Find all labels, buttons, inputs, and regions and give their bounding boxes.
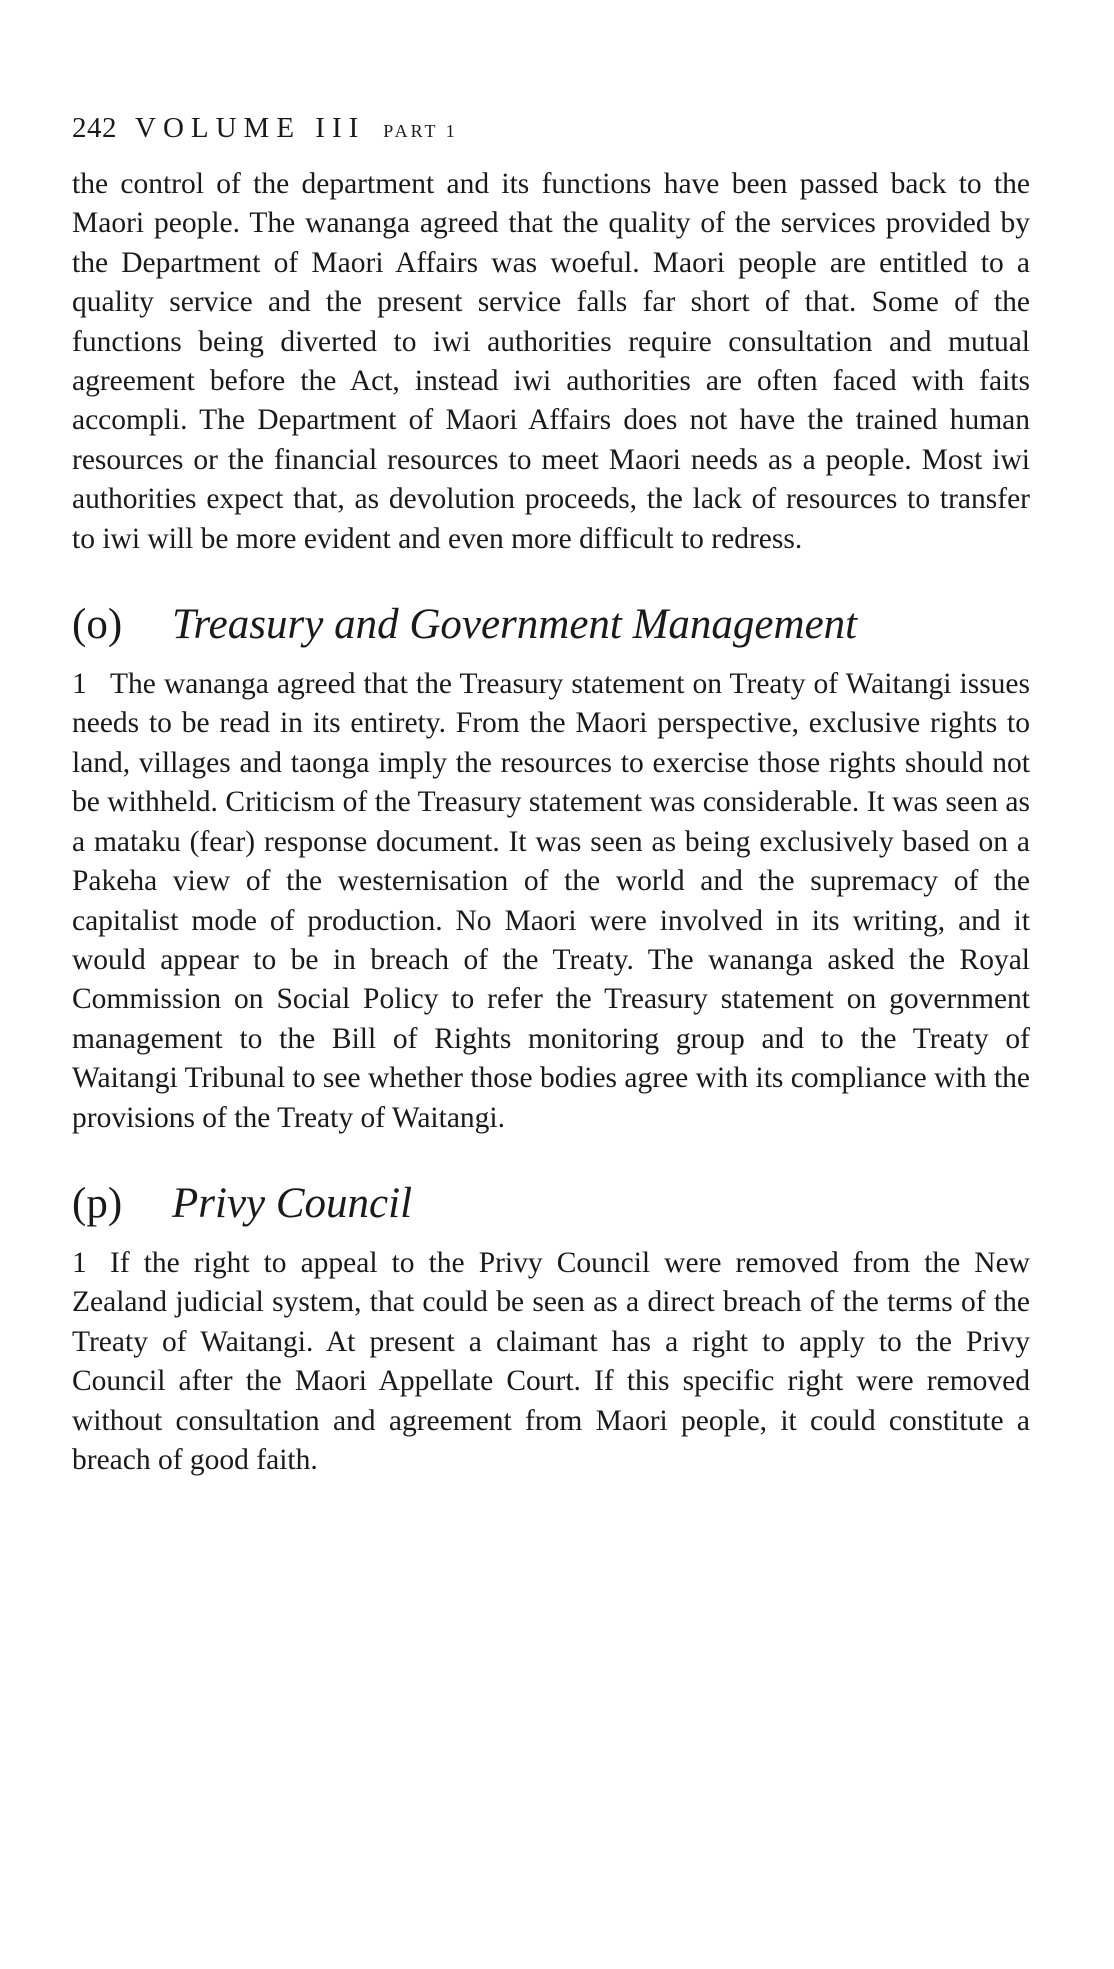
section-title: Treasury and Government Management xyxy=(172,601,858,649)
page-number: 242 xyxy=(72,112,117,144)
section-paragraph-o-1 xyxy=(72,665,1030,1138)
item-number: 1 xyxy=(72,668,87,701)
section-letter: (o) xyxy=(72,601,123,649)
volume-label: VOLUME III xyxy=(135,112,366,144)
section-letter: (p) xyxy=(72,1179,123,1227)
section-heading-o xyxy=(72,599,1030,651)
running-head xyxy=(72,112,1030,145)
document-page xyxy=(72,112,1030,1480)
part-label: PART 1 xyxy=(383,121,458,141)
paragraph-text: The wananga agreed that the Treasury statement on Treaty of Waitangi issues needs to be read in its entirety. From the Maori perspective, exclusive rights to land, villages and taonga imply the resources to exercise those rights should not be withheld. Criticism of the Treasury statement was considerable. It was seen as a mataku (fear) response document. It was seen as being exclusively based on a Pakeha view of the westernisation of the world and the supremacy of the capitalist mode of production. No Maori were involved in its writing, and it would appear to be in breach of the Treaty. The wananga asked the Royal Commission on Social Policy to refer the Treasury statement on government management to the Bill of Rights monitoring group and to the Treaty of Waitangi Tribunal to see whether those bodies agree with its compliance with the provisions of the Treaty of Waitangi. xyxy=(72,668,1030,1134)
section-title: Privy Council xyxy=(172,1179,413,1227)
item-number: 1 xyxy=(72,1246,87,1279)
section-paragraph-p-1 xyxy=(72,1244,1030,1480)
paragraph-text: If the right to appeal to the Privy Council were removed from the New Zealand judicial system, that could be seen as a direct breach of the terms of the Treaty of Waitangi. At present a claimant has a right to apply to the Privy Council after the Maori Appellate Court. If this specific right were removed without consultation and agreement from Maori people, it could constitute a breach of good faith. xyxy=(72,1246,1030,1476)
continued-paragraph: the control of the department and its functions have been passed back to the Maori people. The wananga agreed that the quality of the services provided by the Department of Maori Affairs was woeful. Maori people are entitled to a quality service and the present service falls far short of that. Some of the functions being diverted to iwi authorities require consultation and mutual agreement before the Act, instead iwi authorities are often faced with faits accompli. The Department of Maori Affairs does not have the trained human resources or the financial resources to meet Maori needs as a people. Most iwi authorities expect that, as devolution proceeds, the lack of resources to transfer to iwi will be more evident and even more difficult to redress. xyxy=(72,168,1030,555)
section-heading-p xyxy=(72,1178,1030,1230)
